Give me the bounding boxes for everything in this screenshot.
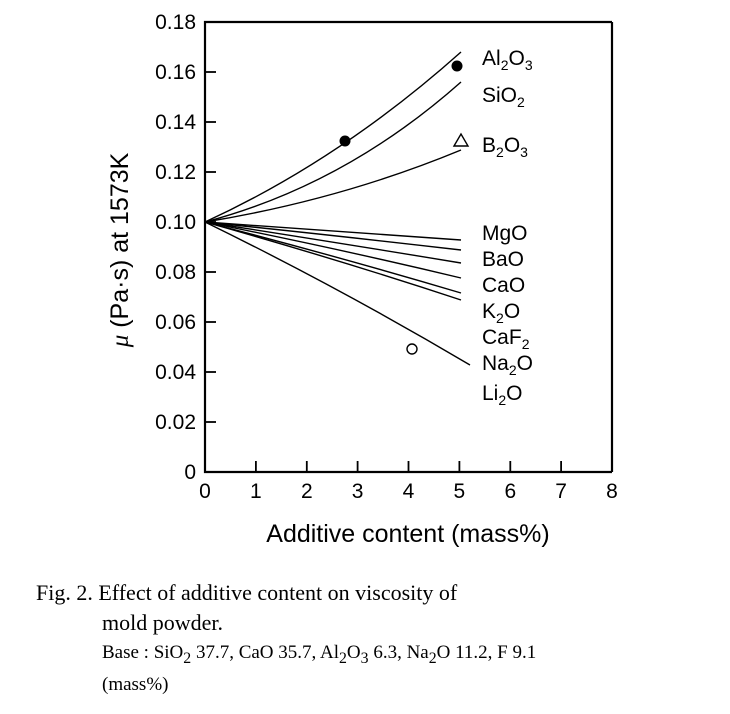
x-axis-ticks bbox=[205, 461, 612, 472]
y-tick-labels bbox=[155, 11, 196, 484]
series-label-al2o3: $Al_2O_3$ bbox=[482, 47, 533, 73]
base-line: Base : SiO$_2$ 37.7, CaO 35.7, $Al_2O_3$ 6.3, $Na_2O$ 11.2, F 9.1 bbox=[102, 642, 537, 667]
series-label-caf2: CaF$_2$ bbox=[482, 326, 530, 352]
y-axis-title bbox=[106, 152, 134, 348]
y-tick-label: 0.12 bbox=[155, 161, 196, 184]
axis-frame bbox=[205, 22, 612, 472]
y-tick-label: 0.06 bbox=[155, 311, 196, 334]
svg-text:μ (Pa·s) at 1573K: μ (Pa·s) at 1573K bbox=[106, 152, 134, 348]
data-markers bbox=[340, 61, 469, 355]
series-label-k2o: $K_2O$ bbox=[482, 300, 521, 326]
curve-sio2 bbox=[205, 82, 461, 222]
marker-li2o-open-circle bbox=[407, 344, 417, 354]
caption-label: Fig. 2. bbox=[36, 580, 93, 605]
x-tick-label: 6 bbox=[504, 480, 517, 503]
marker-b2o3-open-triangle bbox=[454, 134, 468, 146]
x-tick-label: 8 bbox=[606, 480, 618, 503]
y-tick-label: 0.16 bbox=[155, 61, 196, 84]
curve-al2o3 bbox=[205, 52, 461, 222]
figure-caption bbox=[36, 578, 704, 698]
y-tick-label: 0 bbox=[184, 461, 196, 484]
x-tick-label: 7 bbox=[555, 480, 567, 503]
y-tick-label: 0.08 bbox=[155, 261, 196, 284]
series-label-sio2: SiO$_2$ bbox=[482, 84, 525, 110]
caption-text: Effect of additive content on viscosity of bbox=[98, 580, 458, 605]
caption-main bbox=[36, 578, 704, 638]
x-tick-label: 1 bbox=[250, 480, 262, 503]
x-tick-label: 2 bbox=[300, 480, 313, 503]
y-tick-label: 0.02 bbox=[155, 411, 196, 434]
y-tick-label: 0.18 bbox=[155, 11, 196, 34]
series-labels bbox=[482, 47, 533, 408]
axes bbox=[205, 22, 612, 472]
series-label-cao: CaO bbox=[482, 274, 526, 297]
curve-b2o3 bbox=[205, 150, 461, 222]
base-line-cont: (mass%) bbox=[102, 673, 169, 695]
caption-base-composition bbox=[36, 640, 704, 698]
x-tick-label: 3 bbox=[351, 480, 364, 503]
y-tick-label: 0.10 bbox=[155, 211, 196, 234]
y-axis-ticks bbox=[205, 22, 216, 472]
curve-mgo bbox=[205, 222, 461, 240]
series-label-mgo: MgO bbox=[482, 222, 528, 245]
series-label-bao: BaO bbox=[482, 248, 525, 271]
x-tick-labels bbox=[199, 480, 618, 503]
series-label-li2o: $Li_2O$ bbox=[482, 382, 523, 408]
series-curves bbox=[205, 52, 470, 365]
y-tick-label: 0.14 bbox=[155, 111, 196, 134]
series-label-b2o3: $B_2O_3$ bbox=[482, 134, 528, 160]
y-tick-label: 0.04 bbox=[155, 361, 196, 384]
marker-al2o3-filled-circle bbox=[452, 61, 463, 72]
caption-text-cont: mold powder. bbox=[102, 610, 223, 635]
x-tick-label: 0 bbox=[199, 480, 211, 503]
curve-bao bbox=[205, 222, 461, 250]
x-tick-label: 5 bbox=[453, 480, 466, 503]
x-tick-label: 4 bbox=[402, 480, 415, 503]
x-axis-title: Additive content (mass%) bbox=[266, 520, 550, 548]
marker-al2o3-filled-circle bbox=[340, 136, 351, 147]
series-label-na2o: $Na_2O$ bbox=[482, 352, 533, 378]
